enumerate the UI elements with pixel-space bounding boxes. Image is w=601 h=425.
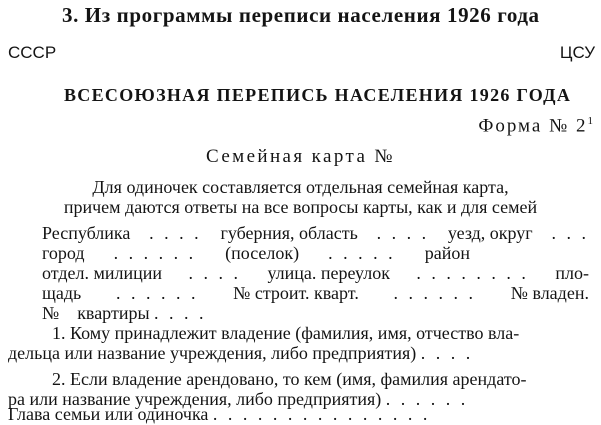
- fill-dots: . . . .: [149, 223, 202, 243]
- label-province: губерния, область: [220, 223, 358, 243]
- instruction-line: Для одиночек составляется отдельная семейная карта,: [92, 177, 509, 197]
- question-text: дельца или название учреждения, либо предприятия): [8, 343, 417, 363]
- head-of-family-label: Глава семьи или одиночка: [8, 404, 209, 424]
- fill-dots: . . . .: [154, 303, 207, 323]
- fill-dots: . . . . . . . .: [416, 263, 529, 283]
- form-number: [478, 110, 593, 137]
- form-number-footnote: 1: [587, 115, 593, 127]
- census-title: ВСЕСОЮЗНАЯ ПЕРЕПИСЬ НАСЕЛЕНИЯ 1926 ГОДА: [64, 85, 572, 105]
- label-area: район: [424, 243, 470, 263]
- label-number: №: [42, 303, 60, 323]
- label-police-dept: отдел. милиции: [42, 263, 163, 283]
- label-republic: Республика: [42, 223, 131, 243]
- fill-dots: . . . .: [420, 343, 474, 363]
- header-right: ЦСУ: [559, 43, 595, 62]
- label-settlement: (поселок): [225, 243, 300, 263]
- label-district: уезд, округ: [447, 223, 533, 243]
- head-of-family-line: [8, 403, 430, 425]
- question-text: ра или название учреждения, либо предприятия): [8, 389, 382, 409]
- question-1-line-2: [8, 342, 591, 364]
- address-line-city: [42, 242, 499, 264]
- question-2-line-1: 2. Если владение арендовано, то кем (имя, фамилия арендато-: [52, 369, 527, 389]
- header-row: [8, 42, 595, 64]
- fill-dots: . . . . . .: [393, 283, 477, 303]
- fill-dots: . . . .: [376, 223, 430, 243]
- card-title: Семейная карта №: [206, 146, 395, 167]
- label-street: улица. переулок: [267, 263, 390, 283]
- fill-dots: . . . . . .: [113, 243, 197, 263]
- label-square-end: щадь: [42, 283, 82, 303]
- address-line-apartment: [42, 302, 207, 324]
- header-left: СССР: [8, 43, 57, 62]
- label-holding: № владен.: [510, 283, 589, 303]
- label-block: № строит. кварт.: [233, 283, 359, 303]
- address-line-block: [42, 282, 589, 304]
- instruction-line: причем даются ответы на все вопросы карты, как и для семей: [63, 197, 538, 217]
- section-title: 3. Из программы переписи населения 1926 года: [62, 3, 540, 27]
- question-1-line-1: 1. Кому принадлежит владение (фамилия, имя, отчество вла-: [52, 323, 520, 343]
- address-line-street: [42, 262, 589, 284]
- label-city: город: [42, 243, 85, 263]
- fill-dots: . . . . .: [328, 243, 396, 263]
- label-square-part: пло-: [555, 263, 589, 283]
- form-number-label: Форма № 2: [478, 115, 588, 137]
- fill-dots: . . . .: [188, 263, 241, 283]
- fill-dots: . . . . . .: [115, 283, 199, 303]
- label-apartment: квартиры: [77, 303, 150, 323]
- fill-dots: . . . . . .: [385, 389, 469, 409]
- address-line-region: [42, 222, 589, 244]
- fill-dots: . . .: [551, 223, 589, 243]
- fill-dots: . . . . . . . . . . . . . . .: [212, 404, 431, 424]
